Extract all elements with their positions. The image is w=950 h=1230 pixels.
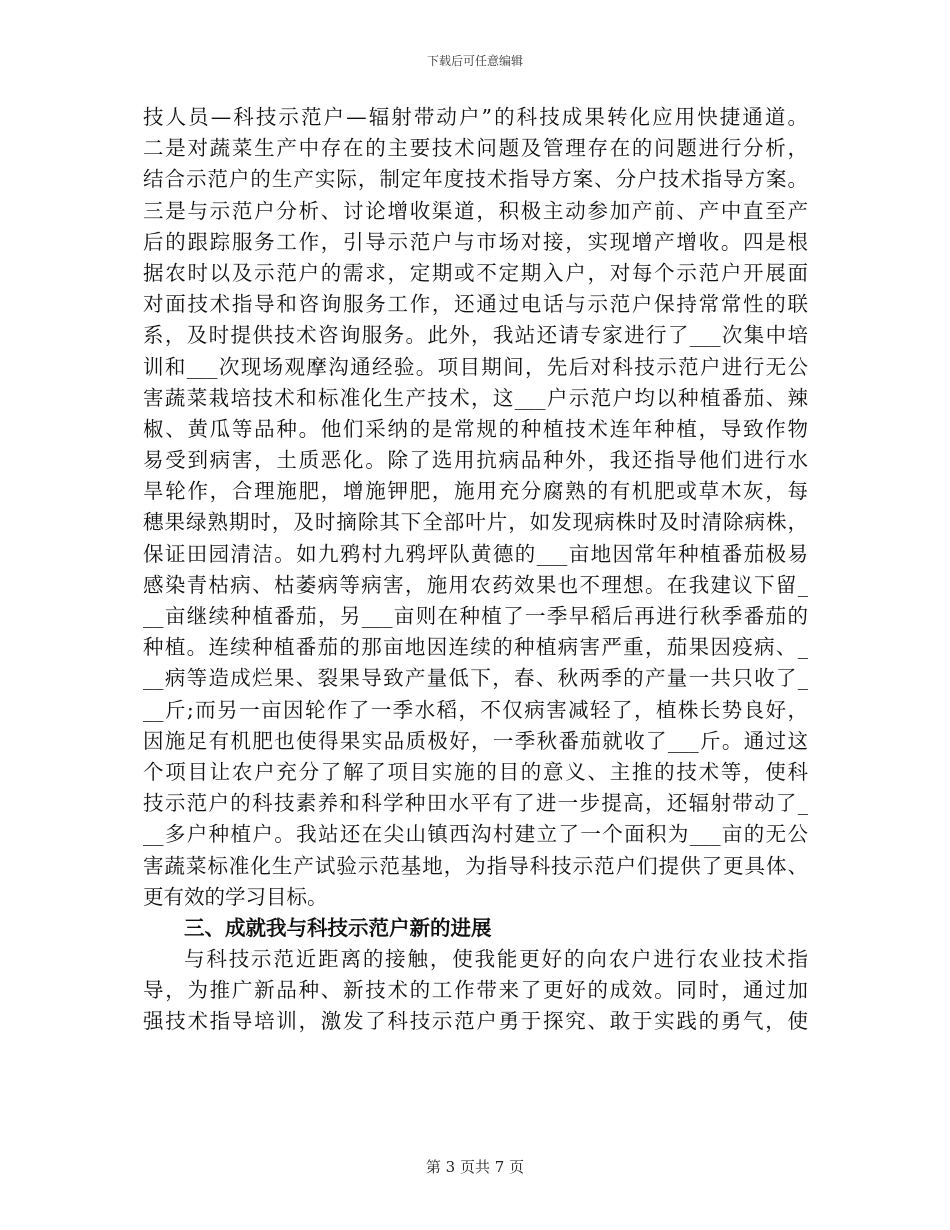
text-line: 与科技示范近距离的接触，使我能更好的向农户进行农业技术指 — [184, 947, 808, 972]
text-line: 三是与示范户分析、讨论增收渠道，积极主动参加产前、产中直至产 — [143, 198, 808, 223]
text-line: 训和___次现场观摩沟通经验。项目期间，先后对科技示范户进行无公 — [143, 354, 808, 379]
text-line: 个项目让农户充分了解了项目实施的目的意义、主推的技术等，使科 — [143, 759, 808, 784]
text-line: 椒、黄瓜等品种。他们采纳的是常规的种植技术连年种植，导致作物 — [143, 416, 808, 441]
text-line: __斤;而另一亩因轮作了一季水稻，不仅病害减轻了，植株长势良好， — [143, 697, 808, 722]
paragraph-2 — [143, 944, 808, 1038]
document-body — [143, 102, 808, 1038]
text-line: 感染青枯病、枯萎病等病害，施用农药效果也不理想。在我建议下留_ — [143, 572, 808, 597]
page-footer: 第 3 页共 7 页 — [425, 1158, 525, 1176]
paragraph-1 — [143, 102, 808, 913]
text-line: __亩继续种植番茄，另___亩则在种植了一季早稻后再进行秋季番茄的 — [143, 604, 808, 628]
text-line: __多户种植户。我站还在尖山镇西沟村建立了一个面积为___亩的无公 — [143, 822, 808, 847]
text-line: 技示范户的科技素养和科学种田水平有了进一步提高，还辐射带动了_ — [143, 791, 808, 816]
page-header: 下载后可任意编辑 — [426, 54, 523, 68]
text-line: 害蔬菜标准化生产试验示范基地，为指导科技示范户们提供了更具体、 — [143, 853, 808, 878]
text-line: 强技术指导培训，激发了科技示范户勇于探究、敢于实践的勇气，使 — [143, 1009, 808, 1034]
text-line: 种植。连续种植番茄的那亩地因连续的种植病害严重，茄果因疫病、_ — [143, 635, 808, 660]
text-line: 技人员—科技示范户—辐射带动户”的科技成果转化应用快捷通道。 — [143, 105, 808, 129]
text-line: 二是对蔬菜生产中存在的主要技术问题及管理存在的问题进行分析， — [143, 136, 808, 161]
text-line: 更有效的学习目标。 — [143, 884, 328, 909]
text-line: 系，及时提供技术咨询服务。此外，我站还请专家进行了___次集中培 — [143, 323, 808, 348]
text-line: 导，为推广新品种、新技术的工作带来了更好的成效。同时，通过加 — [143, 978, 808, 1003]
section-heading: 三、成就我与科技示范户新的进展 — [184, 915, 492, 940]
text-line: 对面技术指导和咨询服务工作，还通过电话与示范户保持常常性的联 — [143, 292, 808, 317]
text-line: 旱轮作，合理施肥，增施钾肥，施用充分腐熟的有机肥或草木灰，每 — [143, 479, 808, 504]
text-line: 据农时以及示范户的需求，定期或不定期入户，对每个示范户开展面 — [143, 260, 808, 285]
text-line: 易受到病害，土质恶化。除了选用抗病品种外，我还指导他们进行水 — [143, 448, 808, 473]
text-line: 后的跟踪服务工作，引导示范户与市场对接，实现增产增收。四是根 — [143, 229, 808, 254]
text-line: 害蔬菜栽培技术和标准化生产技术，这___户示范户均以种植番茄、辣 — [143, 385, 808, 410]
text-line: 因施足有机肥也使得果实品质极好，一季秋番茄就收了___斤。通过这 — [143, 728, 808, 753]
text-line: 穗果绿熟期时，及时摘除其下全部叶片，如发现病株时及时清除病株， — [143, 510, 808, 535]
text-line: 保证田园清洁。如九鸦村九鸦坪队黄德的___亩地因常年种植番茄极易 — [143, 541, 808, 566]
text-line: 结合示范户的生产实际，制定年度技术指导方案、分户技术指导方案。 — [143, 167, 808, 192]
text-line: __病等造成烂果、裂果导致产量低下，春、秋两季的产量一共只收了_ — [143, 666, 808, 691]
